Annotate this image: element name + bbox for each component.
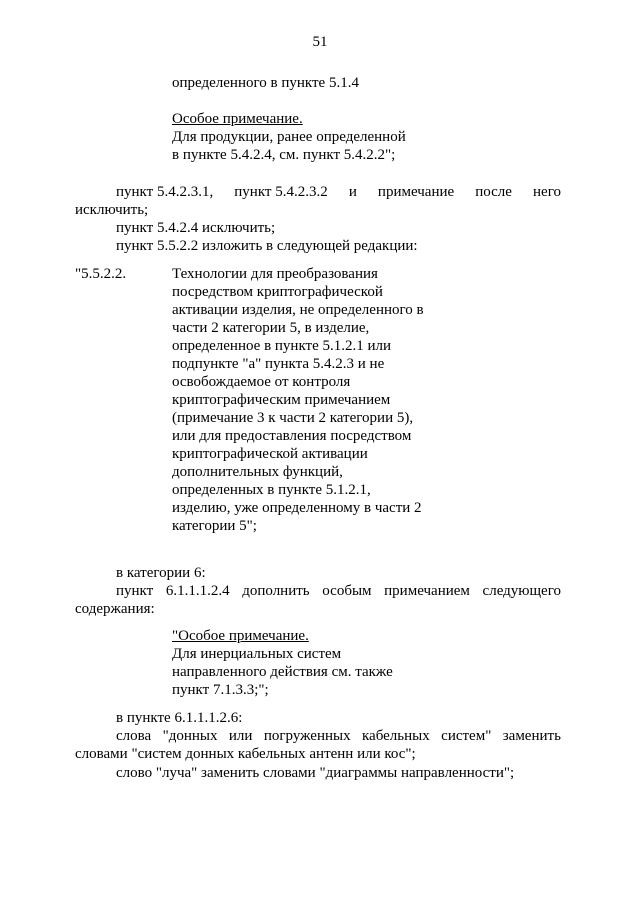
item-text <box>172 265 424 535</box>
item-line: подпункте "а" пункта 5.4.2.3 и не <box>172 356 385 372</box>
text-line: пункт 5.5.2.2 изложить в следующей редакции: <box>116 238 418 254</box>
note-text: Для инерциальных систем <box>172 646 342 662</box>
note-text: направленного действия см. также <box>172 664 393 680</box>
item-line: определенных в пункте 5.1.2.1, <box>172 482 371 498</box>
item-line: криптографическим примечанием <box>172 392 391 408</box>
word: систем" <box>441 728 492 744</box>
word: примечанием <box>384 583 470 599</box>
note-title: Особое примечание. <box>172 111 303 127</box>
item-line: активации изделия, не определенного в <box>172 302 424 318</box>
word: дополнить <box>242 583 310 599</box>
word: него <box>533 184 561 200</box>
item-line: криптографической активации <box>172 446 368 462</box>
word: после <box>475 184 512 200</box>
word: и <box>348 184 357 200</box>
word: 6.1.1.1.2.4 <box>165 583 230 599</box>
word: заменить <box>502 728 561 744</box>
item-line: изделию, уже определенному в части 2 <box>172 500 422 516</box>
text-line: содержания: <box>75 601 155 617</box>
text-line: словами "систем донных кабельных антенн или кос"; <box>75 746 416 762</box>
page-number: 51 <box>312 34 328 50</box>
item-line: дополнительных функций, <box>172 464 343 480</box>
word: следующего <box>482 583 561 599</box>
note-text: в пункте 5.4.2.4, см. пункт 5.4.2.2"; <box>172 147 396 163</box>
item-line: Технологии для преобразования <box>172 266 378 282</box>
item-line: (примечание 3 к части 2 категории 5), <box>172 410 414 426</box>
text-line: слово "луча" заменить словами "диаграммы направленности"; <box>116 765 515 781</box>
justified-line <box>116 183 561 201</box>
text-line: определенного в пункте 5.1.4 <box>172 75 359 91</box>
note-text: Для продукции, ранее определенной <box>172 129 406 145</box>
item-line: части 2 категории 5, в изделие, <box>172 320 370 336</box>
note-text: пункт 7.1.3.3;"; <box>172 682 269 698</box>
item-number: "5.5.2.2. <box>75 266 127 282</box>
word: погруженных <box>263 728 351 744</box>
text-line: в категории 6: <box>116 565 206 581</box>
word: слова <box>116 728 152 744</box>
word: или <box>228 728 253 744</box>
word: примечание <box>377 184 455 200</box>
word: пункт <box>116 583 154 599</box>
item-line: категории 5"; <box>172 518 257 534</box>
justified-line <box>116 582 561 600</box>
justified-line <box>116 727 561 745</box>
word: пункт 5.4.2.3.2 <box>234 184 328 200</box>
word: особым <box>322 583 372 599</box>
word: "донных <box>162 728 218 744</box>
item-line: посредством криптографической <box>172 284 383 300</box>
word: пункт 5.4.2.3.1, <box>116 184 214 200</box>
item-line: освобождаемое от контроля <box>172 374 351 390</box>
item-line: или для предоставления посредством <box>172 428 412 444</box>
note-title: "Особое примечание. <box>172 628 309 644</box>
text-line: в пункте 6.1.1.1.2.6: <box>116 710 243 726</box>
item-line: определенное в пункте 5.1.2.1 или <box>172 338 392 354</box>
word: кабельных <box>362 728 430 744</box>
text-line: исключить; <box>75 202 149 218</box>
text-line: пункт 5.4.2.4 исключить; <box>116 220 276 236</box>
